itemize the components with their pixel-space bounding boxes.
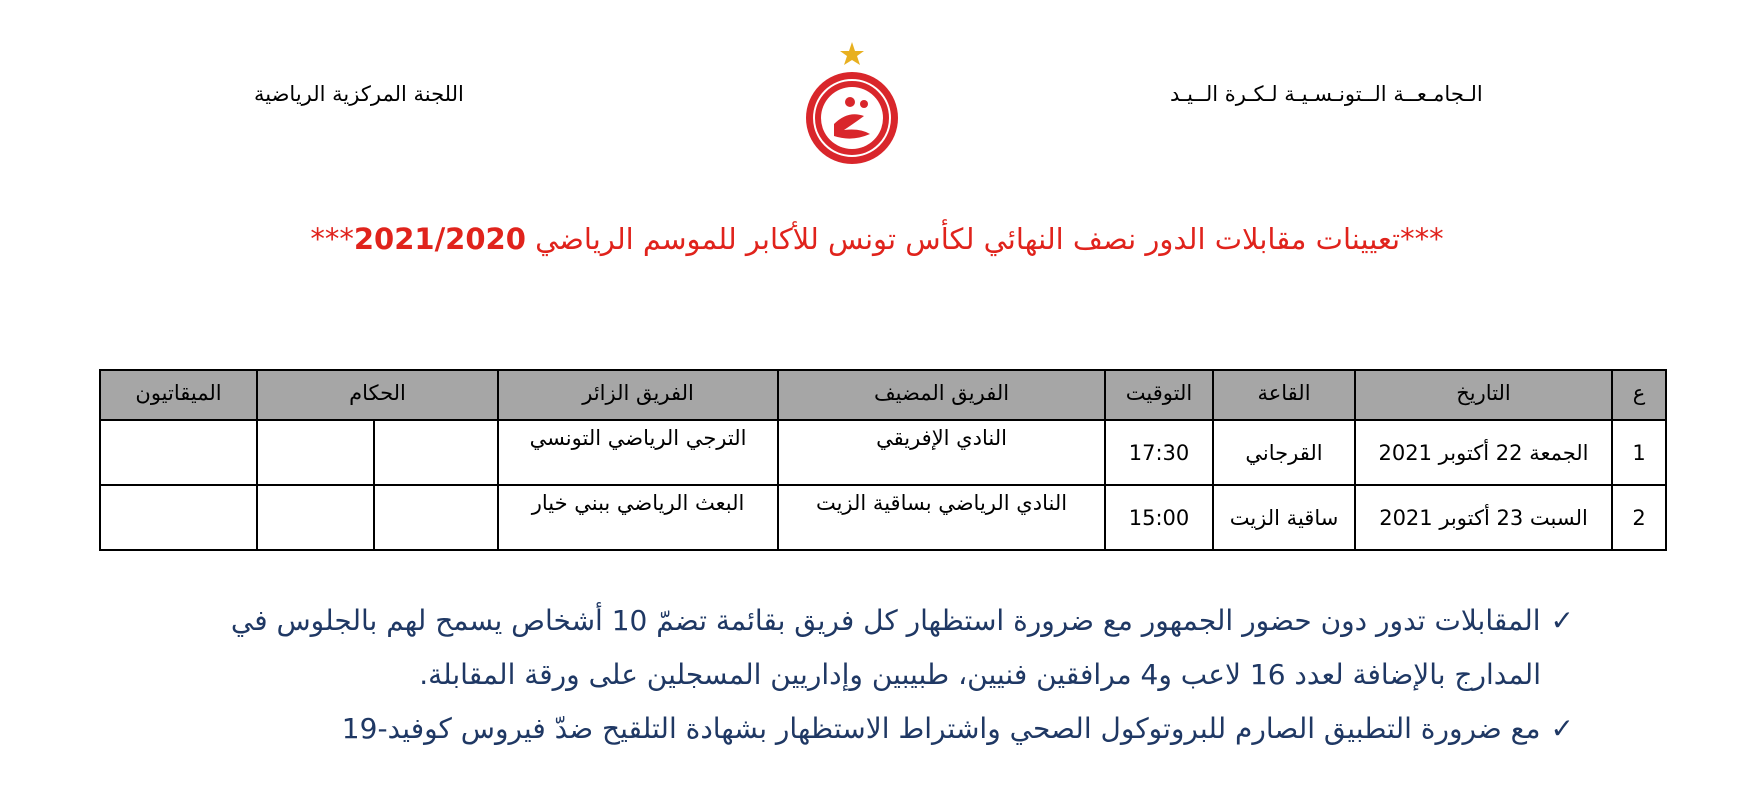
header-date: التاريخ bbox=[1355, 370, 1612, 420]
note-text-continued: المدارج بالإضافة لعدد 16 لاعب و4 مرافقين فنيين، طبيبين وإداريين المسجلين على ورقة المقابلة. bbox=[419, 658, 1541, 691]
note-text: المقابلات تدور دون حضور الجمهور مع ضرورة استظهار كل فريق بقائمة تضمّ 10 أشخاص يسمح لهم بالجلوس في bbox=[230, 604, 1541, 637]
row-referee-2 bbox=[257, 485, 374, 550]
header-referees: الحكام bbox=[257, 370, 498, 420]
logo-ball bbox=[860, 100, 868, 108]
checkmark-icon: ✓ bbox=[1550, 604, 1574, 637]
row-num: 1 bbox=[1612, 420, 1666, 485]
row-away-team: البعث الرياضي ببني خيار bbox=[498, 485, 778, 550]
header-num: ع bbox=[1612, 370, 1666, 420]
row-referee-2 bbox=[257, 420, 374, 485]
table-row bbox=[100, 485, 1666, 550]
note-item bbox=[154, 594, 1574, 702]
committee-name: اللجنة المركزية الرياضية bbox=[254, 82, 464, 106]
row-referee-1 bbox=[374, 420, 498, 485]
note-item bbox=[154, 702, 1574, 756]
notes-list bbox=[154, 594, 1574, 756]
note-text: مع ضرورة التطبيق الصارم للبروتوكول الصحي واشتراط الاستظهار بشهادة التلقيح ضدّ فيروس كوفيد-19 bbox=[341, 712, 1541, 745]
row-home-team: النادي الإفريقي bbox=[778, 420, 1105, 485]
table-row bbox=[100, 420, 1666, 485]
title-suffix: *** bbox=[310, 222, 354, 256]
row-home-team: النادي الرياضي بساقية الزيت bbox=[778, 485, 1105, 550]
row-referee-1 bbox=[374, 485, 498, 550]
header-hall: القاعة bbox=[1213, 370, 1355, 420]
header-timekeepers: الميقاتيون bbox=[100, 370, 257, 420]
logo-player-head bbox=[845, 97, 855, 107]
row-hall: ساقية الزيت bbox=[1213, 485, 1355, 550]
federation-logo-icon bbox=[790, 38, 914, 168]
row-num: 2 bbox=[1612, 485, 1666, 550]
row-hall: القرجاني bbox=[1213, 420, 1355, 485]
row-away-team: الترجي الرياضي التونسي bbox=[498, 420, 778, 485]
row-time: 17:30 bbox=[1105, 420, 1213, 485]
logo-star-icon bbox=[840, 42, 864, 65]
row-time: 15:00 bbox=[1105, 485, 1213, 550]
page-title bbox=[0, 222, 1754, 256]
row-timekeepers bbox=[100, 420, 257, 485]
checkmark-icon: ✓ bbox=[1550, 712, 1574, 745]
matches-table bbox=[99, 369, 1667, 551]
table-header-row bbox=[100, 370, 1666, 420]
header-away-team: الفريق الزائر bbox=[498, 370, 778, 420]
title-season: 2021/2020 bbox=[353, 222, 526, 256]
header-time: التوقيت bbox=[1105, 370, 1213, 420]
row-date: السبت 23 أكتوبر 2021 bbox=[1355, 485, 1612, 550]
federation-name: الـجامـعــة الــتونـسـيـة لـكـرة الــيـد bbox=[1170, 82, 1483, 106]
row-timekeepers bbox=[100, 485, 257, 550]
title-prefix: ***تعيينات مقابلات الدور نصف النهائي لكأس تونس للأكابر للموسم الرياضي bbox=[525, 222, 1444, 256]
header-home-team: الفريق المضيف bbox=[778, 370, 1105, 420]
row-date: الجمعة 22 أكتوبر 2021 bbox=[1355, 420, 1612, 485]
